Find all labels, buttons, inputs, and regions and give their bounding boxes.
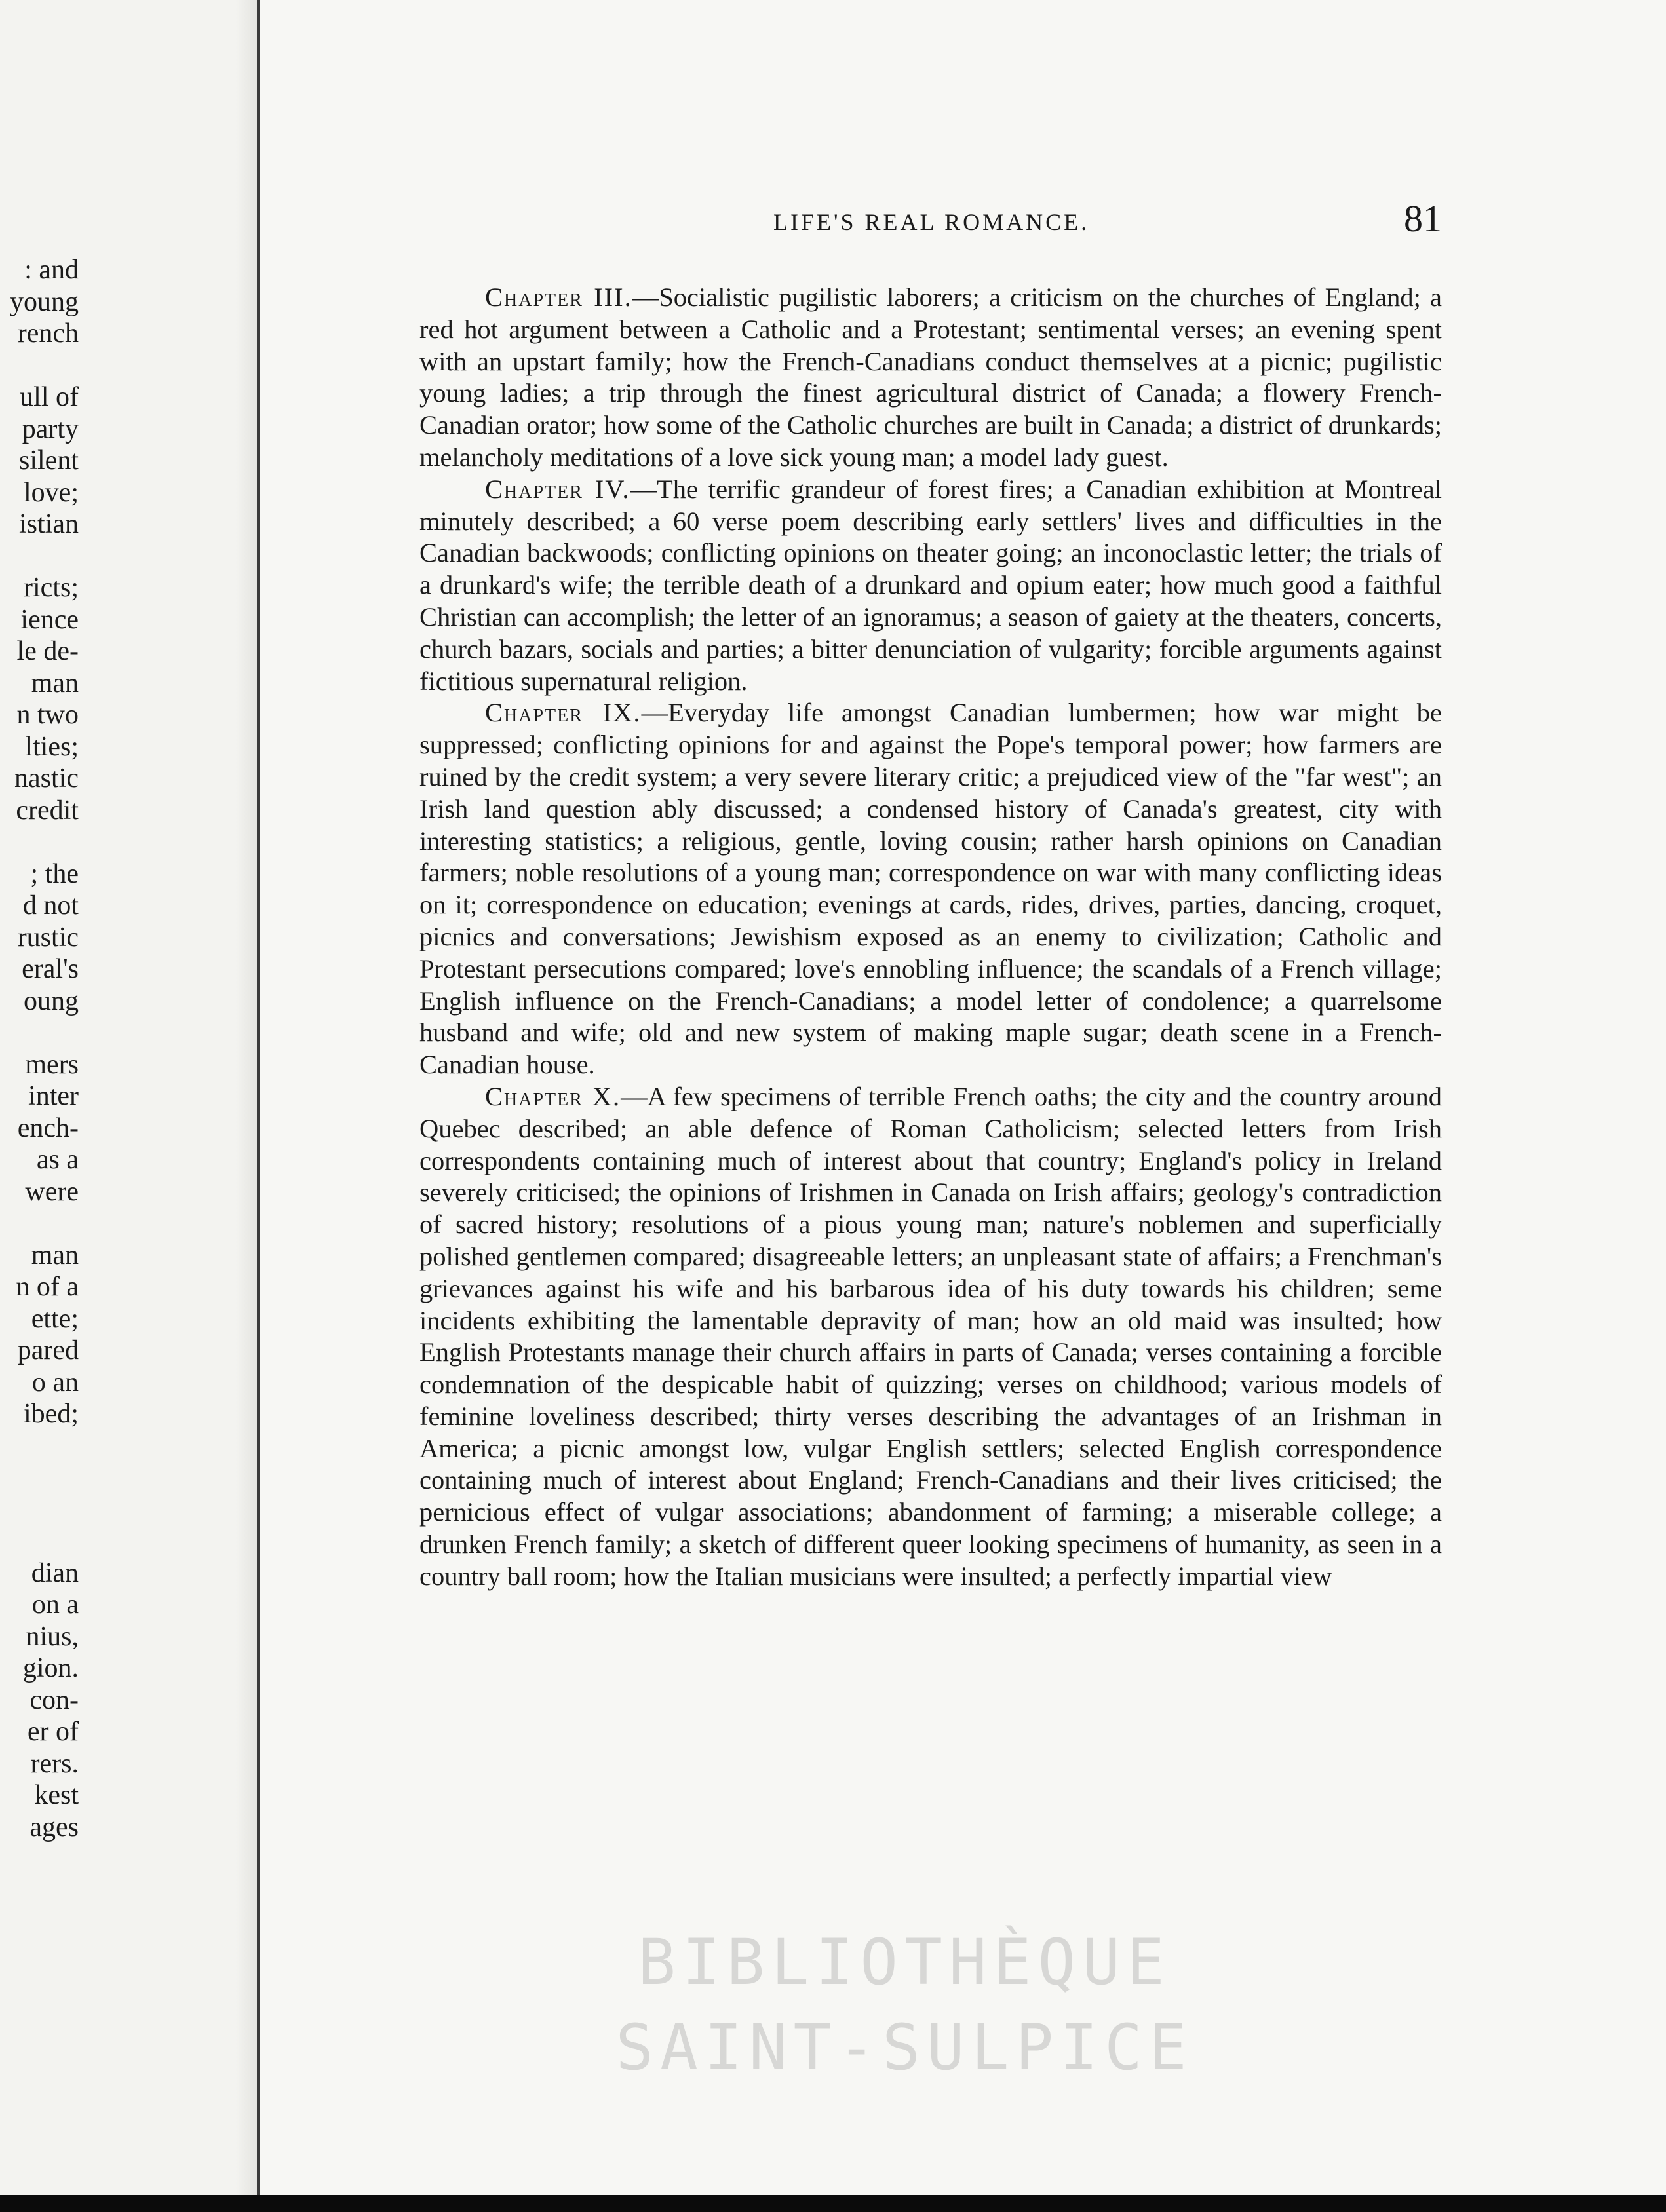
facing-page-fragment: gion. [22, 1653, 79, 1683]
facing-page-fragment: : and [24, 255, 79, 285]
facing-page-fragment: man [31, 1240, 79, 1270]
facing-page-fragment: n of a [16, 1272, 79, 1302]
chapter-iii-paragraph [419, 282, 1442, 474]
facing-page-fragment: rers. [30, 1748, 79, 1779]
facing-page-fragment: eral's [22, 954, 79, 984]
facing-page-fragment: oung [24, 985, 79, 1016]
facing-page-fragment: ette; [31, 1303, 79, 1334]
facing-page-fragment: kest [34, 1780, 79, 1810]
chapter-heading: Chapter IX. [485, 698, 642, 728]
chapter-text: —A few specimens of terrible French oaths; the city and the country around Quebec described; an able defence of Roman Catholicism; selected letters from Irish correspondents containing much of interest about that country; England's policy in Ireland severely criticised; the opinions of Irishmen in Canada on Irish affairs; geology's contradiction of sacred history; resolutions of a pious young man; nature's noblemen and superficially polished gentlemen compared; disagreeable letters; an unpleasant state of affairs; a Frenchman's grievances against his wife and his barbarous idea of his duty towards his children; seme incidents exhibiting the lamentable depravity of man; how an old maid was insulted; how English Protestants manage their church affairs in parts of Canada; verses containing a forcible condemnation of the despicable habit of quizzing; verses on childhood; various models of feminine loveliness described; thirty verses describing the advantages of an Irishman in America; a picnic amongst low, vulgar English settlers; selected English correspondence containing much of interest about England; French-Canadians and their lives criticised; the pernicious effect of vulgar associations; abandonment of farming; a miserable college; a drunken French family; a sketch of different queer looking specimens of humanity, as seen in a country ball room; how the Italian musicians were insulted; a perfectly impartial view [419, 1081, 1442, 1591]
facing-page-fragment: rustic [17, 922, 79, 953]
chapter-text: —Socialistic pugilistic laborers; a criticism on the churches of England; a red hot argument between a Catholic and a Protestant; sentimental verses; an evening spent with an upstart family; how the French-Canadians conduct themselves at a picnic; pugilistic young ladies; a trip through the finest agricultural district of Canada; a flowery French-Canadian orator; how some of the Catholic churches are built in Canada; a district of drunkards; melancholy meditations of a love sick young man; a model lady guest. [419, 282, 1443, 472]
facing-page-fragment: er of [27, 1717, 79, 1747]
facing-page-fragment: silent [19, 446, 79, 476]
facing-page-fragment: ; the [30, 858, 79, 889]
facing-page-fragment: istian [19, 509, 79, 539]
facing-page-fragment: ench- [17, 1113, 79, 1143]
body-text [419, 282, 1442, 1593]
chapter-heading: Chapter III. [485, 282, 632, 312]
facing-page-fragment: con- [29, 1685, 79, 1715]
facing-page-fragment: as a [36, 1145, 79, 1175]
chapter-iv-paragraph [419, 474, 1442, 698]
facing-page-fragment: party [22, 413, 79, 444]
chapter-x-paragraph [419, 1081, 1442, 1593]
facing-page-fragment: ages [29, 1812, 79, 1842]
facing-page-fragment: ibed; [24, 1399, 79, 1429]
library-perforation-stamp [593, 1920, 1216, 2103]
facing-page-fragment: ricts; [24, 573, 79, 603]
facing-page-fragment: man [31, 668, 79, 698]
facing-page-fragment: nius, [26, 1621, 79, 1652]
facing-page-fragment: ull of [20, 382, 79, 412]
facing-page-fragment: o an [31, 1367, 79, 1398]
facing-page-fragment: inter [28, 1081, 79, 1111]
facing-page-fragment: pared [17, 1335, 79, 1365]
running-head: LIFE'S REAL ROMANCE. [773, 209, 1090, 235]
scan-bottom-edge [0, 2195, 1666, 2212]
facing-page-fragment: on a [31, 1590, 79, 1620]
facing-page-fragment: mers [25, 1049, 79, 1080]
gutter-shadow [236, 0, 257, 2212]
gutter-line [257, 0, 260, 2212]
page-number: 81 [1404, 197, 1442, 240]
facing-page-fragment: le de- [16, 636, 79, 666]
facing-page-fragment: were [25, 1176, 79, 1207]
facing-page-fragment: love; [24, 477, 79, 508]
chapter-heading: Chapter IV. [485, 474, 630, 504]
stamp-line-2: SAINT-SULPICE [615, 2011, 1193, 2084]
facing-page-fragment: ience [20, 604, 79, 635]
chapter-heading: Chapter X. [485, 1081, 621, 1111]
stamp-line-1: BIBLIOTHÈQUE [638, 1926, 1171, 1999]
facing-page [0, 0, 236, 2212]
chapter-ix-paragraph [419, 697, 1442, 1081]
facing-page-fragment: nastic [14, 763, 79, 793]
page-header [419, 197, 1442, 249]
facing-page-fragment: lties; [25, 731, 79, 762]
facing-page-fragment: credit [16, 795, 79, 826]
facing-page-fragment: dian [31, 1557, 79, 1588]
chapter-text: —The terrific grandeur of forest fires; a Canadian exhibition at Montreal minutely described; a 60 verse poem describing early settlers' lives and difficulties in the Canadian backwoods; conflicting opinions on theater going; an inconoclastic letter; the trials of a drunkard's wife; the terrible death of a drunkard and opium eater; how much good a faithful Christian can accomplish; the letter of an ignoramus; a season of gaiety at the theaters, concerts, church bazars, socials and parties; a bitter denunciation of vulgarity; forcible arguments against fictitious supernatural religion. [419, 474, 1442, 696]
chapter-text: —Everyday life amongst Canadian lumbermen; how war might be suppressed; conflicting opinions for and against the Pope's temporal power; how farmers are ruined by the credit system; a very severe literary critic; a prejudiced view of the "far west"; an Irish land question ably discussed; a condensed history of Canada's greatest, city with interesting statistics; a religious, gentle, loving cousin; rather harsh opinions on Canadian farmers; noble resolutions of a young man; correspondence on war with many conflicting ideas on it; correspondence on education; evenings at cards, rides, drives, parties, dancing, croquet, picnics and conversations; Jewishism exposed as an enemy to civilization; Catholic and Protestant persecutions compared; love's ennobling influence; the scandals of a French village; English influence on the French-Canadians; a model letter of condolence; a quarrelsome husband and wife; old and new system of making maple sugar; death scene in a French-Canadian house. [419, 698, 1442, 1080]
facing-page-fragment: young [10, 286, 79, 317]
facing-page-fragment: d not [22, 890, 79, 921]
facing-page-fragment: rench [17, 318, 79, 349]
facing-page-fragment: n two [16, 700, 79, 730]
